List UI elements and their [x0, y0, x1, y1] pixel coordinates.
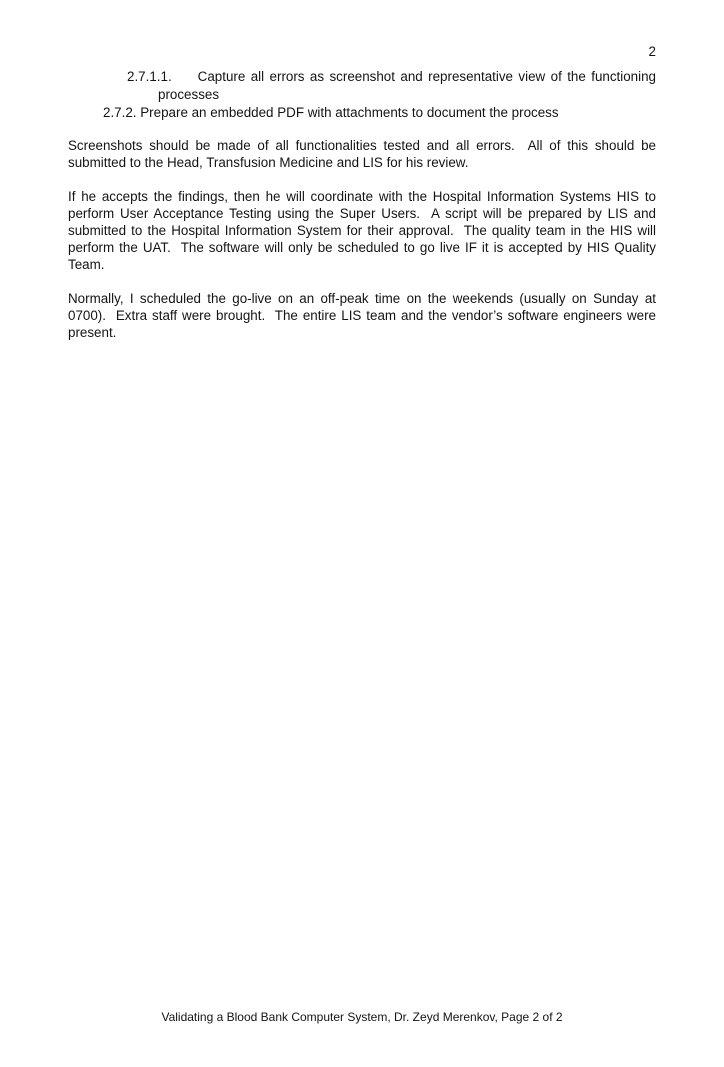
paragraph-uat-process: If he accepts the findings, then he will coordinate with the Hospital Information Systems HIS to perform User Acceptance Testing using the Super Users. A script will be prepared by LIS and submitted to the Hospital Information System for their approval. The quality team in the HIS will perform the UAT. The software will only be scheduled to go live IF it is accepted by HIS Quality Team. — [68, 189, 660, 272]
paragraph-screenshots: Screenshots should be made of all functionalities tested and all errors. All of this should be submitted to the Head, Transfusion Medicine and LIS for his review. — [68, 138, 660, 170]
outline-item-number: 2.7.1.1. — [127, 69, 172, 84]
page-footer: Validating a Blood Bank Computer System, Dr. Zeyd Merenkov, Page 2 of 2 — [161, 1010, 563, 1024]
outline-item-number: 2.7.2. — [103, 105, 137, 120]
document-page — [0, 43, 724, 1067]
outline-item-2-7-1-1 — [127, 68, 656, 104]
paragraph-go-live: Normally, I scheduled the go-live on an off-peak time on the weekends (usually on Sunday at 0700). Extra staff were brought. The entire LIS team and the vendor’s software engineers were present. — [68, 291, 660, 340]
outline-item-2-7-2 — [103, 104, 656, 122]
page-number: 2 — [648, 44, 656, 59]
outline-item-text: Capture all errors as screenshot and representative view of the functioning processes — [158, 69, 656, 102]
outline-item-text: Prepare an embedded PDF with attachments to document the process — [140, 105, 559, 120]
